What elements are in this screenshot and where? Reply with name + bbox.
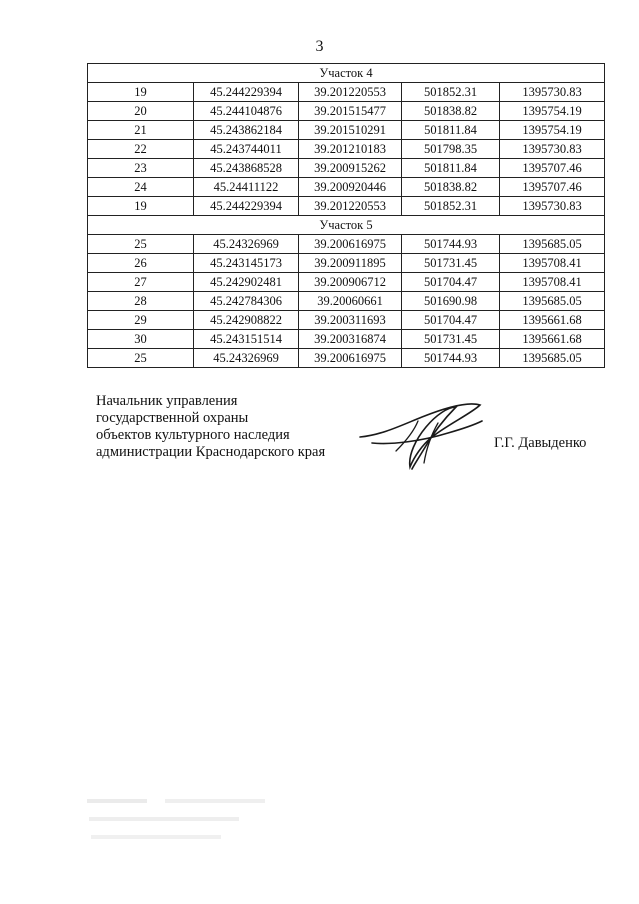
x-coordinate-cell: 501690.98 <box>402 292 500 311</box>
y-coordinate-cell: 1395661.68 <box>500 330 605 349</box>
signatory-position-line: администрации Краснодарского края <box>96 444 326 460</box>
y-coordinate-cell: 1395754.19 <box>500 102 605 121</box>
x-coordinate-cell: 501744.93 <box>402 349 500 368</box>
longitude-cell: 39.201510291 <box>299 121 402 140</box>
table-row <box>88 330 605 349</box>
point-number-cell: 29 <box>88 311 194 330</box>
latitude-cell: 45.243862184 <box>194 121 299 140</box>
table-row <box>88 102 605 121</box>
latitude-cell: 45.244229394 <box>194 197 299 216</box>
x-coordinate-cell: 501731.45 <box>402 330 500 349</box>
y-coordinate-cell: 1395730.83 <box>500 83 605 102</box>
y-coordinate-cell: 1395707.46 <box>500 159 605 178</box>
latitude-cell: 45.242902481 <box>194 273 299 292</box>
longitude-cell: 39.200316874 <box>299 330 402 349</box>
longitude-cell: 39.200915262 <box>299 159 402 178</box>
section-title: Участок 5 <box>88 216 605 235</box>
y-coordinate-cell: 1395707.46 <box>500 178 605 197</box>
latitude-cell: 45.243145173 <box>194 254 299 273</box>
x-coordinate-cell: 501852.31 <box>402 83 500 102</box>
longitude-cell: 39.201515477 <box>299 102 402 121</box>
longitude-cell: 39.200911895 <box>299 254 402 273</box>
y-coordinate-cell: 1395708.41 <box>500 254 605 273</box>
x-coordinate-cell: 501838.82 <box>402 102 500 121</box>
x-coordinate-cell: 501811.84 <box>402 159 500 178</box>
table-row <box>88 197 605 216</box>
latitude-cell: 45.243744011 <box>194 140 299 159</box>
page-number: 3 <box>315 38 324 55</box>
point-number-cell: 24 <box>88 178 194 197</box>
latitude-cell: 45.243151514 <box>194 330 299 349</box>
point-number-cell: 25 <box>88 235 194 254</box>
y-coordinate-cell: 1395661.68 <box>500 311 605 330</box>
table-row <box>88 292 605 311</box>
y-coordinate-cell: 1395708.41 <box>500 273 605 292</box>
y-coordinate-cell: 1395730.83 <box>500 197 605 216</box>
x-coordinate-cell: 501704.47 <box>402 273 500 292</box>
table-row <box>88 140 605 159</box>
table-row <box>88 254 605 273</box>
table-row <box>88 83 605 102</box>
latitude-cell: 45.24326969 <box>194 235 299 254</box>
section-header-row <box>88 64 605 83</box>
latitude-cell: 45.24326969 <box>194 349 299 368</box>
faint-stamp-mark <box>85 795 285 855</box>
point-number-cell: 30 <box>88 330 194 349</box>
coordinates-table <box>87 63 605 368</box>
point-number-cell: 19 <box>88 83 194 102</box>
x-coordinate-cell: 501731.45 <box>402 254 500 273</box>
section-title: Участок 4 <box>88 64 605 83</box>
point-number-cell: 23 <box>88 159 194 178</box>
point-number-cell: 21 <box>88 121 194 140</box>
longitude-cell: 39.200920446 <box>299 178 402 197</box>
section-header-row <box>88 216 605 235</box>
y-coordinate-cell: 1395685.05 <box>500 235 605 254</box>
x-coordinate-cell: 501744.93 <box>402 235 500 254</box>
longitude-cell: 39.201210183 <box>299 140 402 159</box>
signatory-name: Г.Г. Давыденко <box>494 435 587 451</box>
longitude-cell: 39.200616975 <box>299 349 402 368</box>
longitude-cell: 39.200616975 <box>299 235 402 254</box>
y-coordinate-cell: 1395685.05 <box>500 292 605 311</box>
x-coordinate-cell: 501798.35 <box>402 140 500 159</box>
coordinates-table-body <box>88 64 605 368</box>
latitude-cell: 45.24411122 <box>194 178 299 197</box>
latitude-cell: 45.244229394 <box>194 83 299 102</box>
x-coordinate-cell: 501704.47 <box>402 311 500 330</box>
longitude-cell: 39.20060661 <box>299 292 402 311</box>
latitude-cell: 45.242784306 <box>194 292 299 311</box>
signatory-position-line: объектов культурного наследия <box>96 427 290 443</box>
latitude-cell: 45.244104876 <box>194 102 299 121</box>
latitude-cell: 45.243868528 <box>194 159 299 178</box>
longitude-cell: 39.201220553 <box>299 83 402 102</box>
table-row <box>88 159 605 178</box>
x-coordinate-cell: 501852.31 <box>402 197 500 216</box>
point-number-cell: 27 <box>88 273 194 292</box>
point-number-cell: 20 <box>88 102 194 121</box>
point-number-cell: 28 <box>88 292 194 311</box>
point-number-cell: 26 <box>88 254 194 273</box>
longitude-cell: 39.200311693 <box>299 311 402 330</box>
y-coordinate-cell: 1395754.19 <box>500 121 605 140</box>
table-row <box>88 273 605 292</box>
table-row <box>88 349 605 368</box>
x-coordinate-cell: 501838.82 <box>402 178 500 197</box>
point-number-cell: 25 <box>88 349 194 368</box>
latitude-cell: 45.242908822 <box>194 311 299 330</box>
signatory-position-line: государственной охраны <box>96 410 249 426</box>
point-number-cell: 22 <box>88 140 194 159</box>
y-coordinate-cell: 1395685.05 <box>500 349 605 368</box>
longitude-cell: 39.200906712 <box>299 273 402 292</box>
handwritten-signature <box>352 395 487 475</box>
y-coordinate-cell: 1395730.83 <box>500 140 605 159</box>
signatory-position-line: Начальник управления <box>96 393 238 409</box>
table-row <box>88 235 605 254</box>
table-row <box>88 178 605 197</box>
point-number-cell: 19 <box>88 197 194 216</box>
table-row <box>88 121 605 140</box>
x-coordinate-cell: 501811.84 <box>402 121 500 140</box>
signatory-position <box>96 393 325 461</box>
table-row <box>88 311 605 330</box>
longitude-cell: 39.201220553 <box>299 197 402 216</box>
